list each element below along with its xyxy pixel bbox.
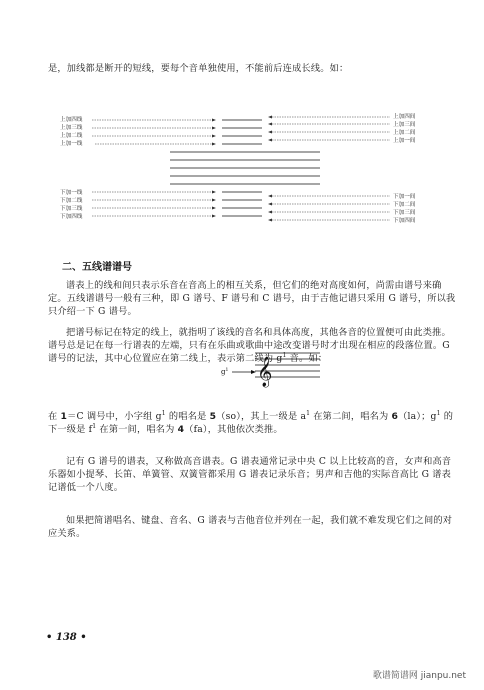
label-lower-right-0: 下加一间 <box>393 194 416 200</box>
staff-lines <box>170 152 320 184</box>
treble-clef-icon: 𝄞 <box>257 357 273 387</box>
label-upper-right-3: 上加一间 <box>393 138 416 144</box>
watermark: 歌谱简谱网 jianpu.net <box>372 671 466 681</box>
label-lower-left-1: 下加二线 <box>60 198 83 204</box>
label-upper-right-0: 上加四间 <box>393 114 416 120</box>
paragraph-1: 谱表上的线和间只表示乐音在音高上的相互关系，但它们的绝对高度如何，尚需由谱号来确定。五线谱谱号一般有三种，即 G 谱号、F 谱号和 C 谱号，由于吉他记谱只采用 G 谱号，所以我只介绍一下 G 谱号。 <box>48 280 456 317</box>
page-number: • 138 • <box>46 632 87 643</box>
paragraph-4: 记有 G 谱号的谱表，又称做高音谱表。G 谱表通常记录中央 C 以上比较高的音，女声和高音乐器如小提琴、长笛、单簧管、双簧管都采用 G 谱表记录乐音；男声和吉他的实际音高比 G 谱表记谱低一个八度。 <box>48 456 452 493</box>
paragraph-3: 在 1＝C 调号中，小字组 $g^1$ 的唱名是 5（so），其上一级是 $a^1$ 在第二间，唱名为 6（la）；$g^1$ 的下一级是 $f^1$ 在第一间，唱名为 4（fa），其他依次类推。 <box>48 409 454 435</box>
paragraph-5: 如果把简谱唱名、键盘、音名、G 谱表与吉他音位并列在一起，我们就不难发现它们之间的对应关系。 <box>48 515 453 539</box>
label-lower-left-3: 下加四线 <box>60 214 83 220</box>
label-upper-left-0: 上加四线 <box>60 117 83 123</box>
label-upper-left-2: 上加二线 <box>60 133 83 139</box>
label-upper-right-2: 上加二间 <box>393 130 416 136</box>
staff-label-g: $g^1$ <box>221 368 229 376</box>
section-heading: 二、五线谱谱号 <box>62 262 132 273</box>
label-upper-right-1: 上加三间 <box>393 122 416 128</box>
label-upper-left-1: 上加三线 <box>60 125 83 131</box>
label-lower-right-2: 下加三间 <box>393 210 416 216</box>
label-upper-left-3: 上加一线 <box>60 141 83 147</box>
paragraph-2: 把谱号标记在特定的线上，就指明了该线的音名和具体高度，其他各音的位置便可由此类推。谱号总是记在每一行谱表的左端，只有在乐曲或歌曲中途改变谱号时才出现在相应的段落位置。G 谱号的记法，其中心位置应在第二线上，表示第二线为 $g^1$ 音。如： <box>48 327 451 364</box>
label-lower-right-3: 下加四间 <box>393 218 416 224</box>
label-lower-right-1: 下加二间 <box>393 202 416 208</box>
intro-line: 是，加线都是断开的短线，要每个音单独使用，不能前后连成长线。如： <box>48 63 349 74</box>
label-lower-left-2: 下加三线 <box>60 206 83 212</box>
label-lower-left-0: 下加一线 <box>60 190 83 196</box>
